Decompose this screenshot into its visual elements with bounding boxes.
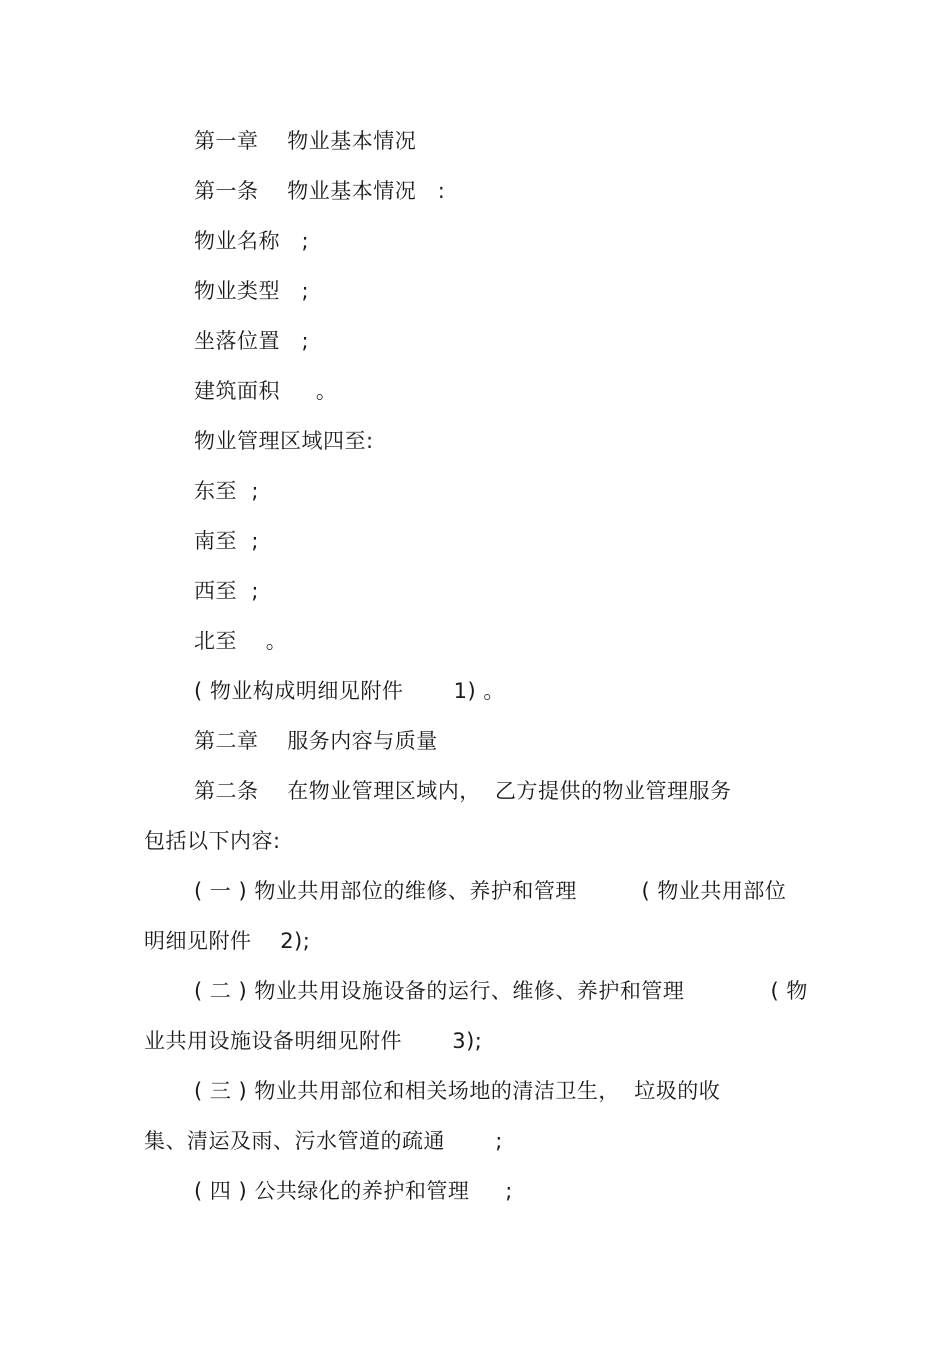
item-1-line-2: 明细见附件 2);	[144, 929, 311, 953]
chapter-2-heading: 第二章 服务内容与质量	[194, 729, 438, 753]
east-boundary-line: 东至 ;	[194, 479, 259, 503]
article-2-line-1: 第二条 在物业管理区域内， 乙方提供的物业管理服务	[194, 779, 732, 803]
floor-area-line: 建筑面积 。	[194, 379, 338, 403]
boundaries-heading: 物业管理区域四至:	[194, 429, 374, 453]
chapter-1-heading: 第一章 物业基本情况	[194, 129, 417, 153]
item-2-line-1: ( 二 ) 物业共用设施设备的运行、维修、养护和管理 ( 物	[194, 979, 808, 1003]
item-3-line-1: ( 三 ) 物业共用部位和相关场地的清洁卫生， 垃圾的收	[194, 1079, 721, 1103]
property-name-line: 物业名称 ;	[194, 229, 310, 253]
property-type-line: 物业类型 ;	[194, 279, 310, 303]
attachment-1-note: ( 物业构成明细见附件 1) 。	[194, 679, 505, 703]
location-line: 坐落位置 ;	[194, 329, 310, 353]
article-2-line-2: 包括以下内容:	[144, 829, 281, 853]
item-2-line-2: 业共用设施设备明细见附件 3);	[144, 1029, 483, 1053]
item-4-line-1: ( 四 ) 公共绿化的养护和管理 ;	[194, 1179, 513, 1203]
item-3-line-2: 集、清运及雨、污水管道的疏通 ;	[144, 1129, 503, 1153]
article-1-heading: 第一条 物业基本情况 :	[194, 179, 446, 203]
south-boundary-line: 南至 ;	[194, 529, 259, 553]
north-boundary-line: 北至 。	[194, 629, 288, 653]
west-boundary-line: 西至 ;	[194, 579, 259, 603]
item-1-line-1: ( 一 ) 物业共用部位的维修、养护和管理 ( 物业共用部位	[194, 879, 787, 903]
